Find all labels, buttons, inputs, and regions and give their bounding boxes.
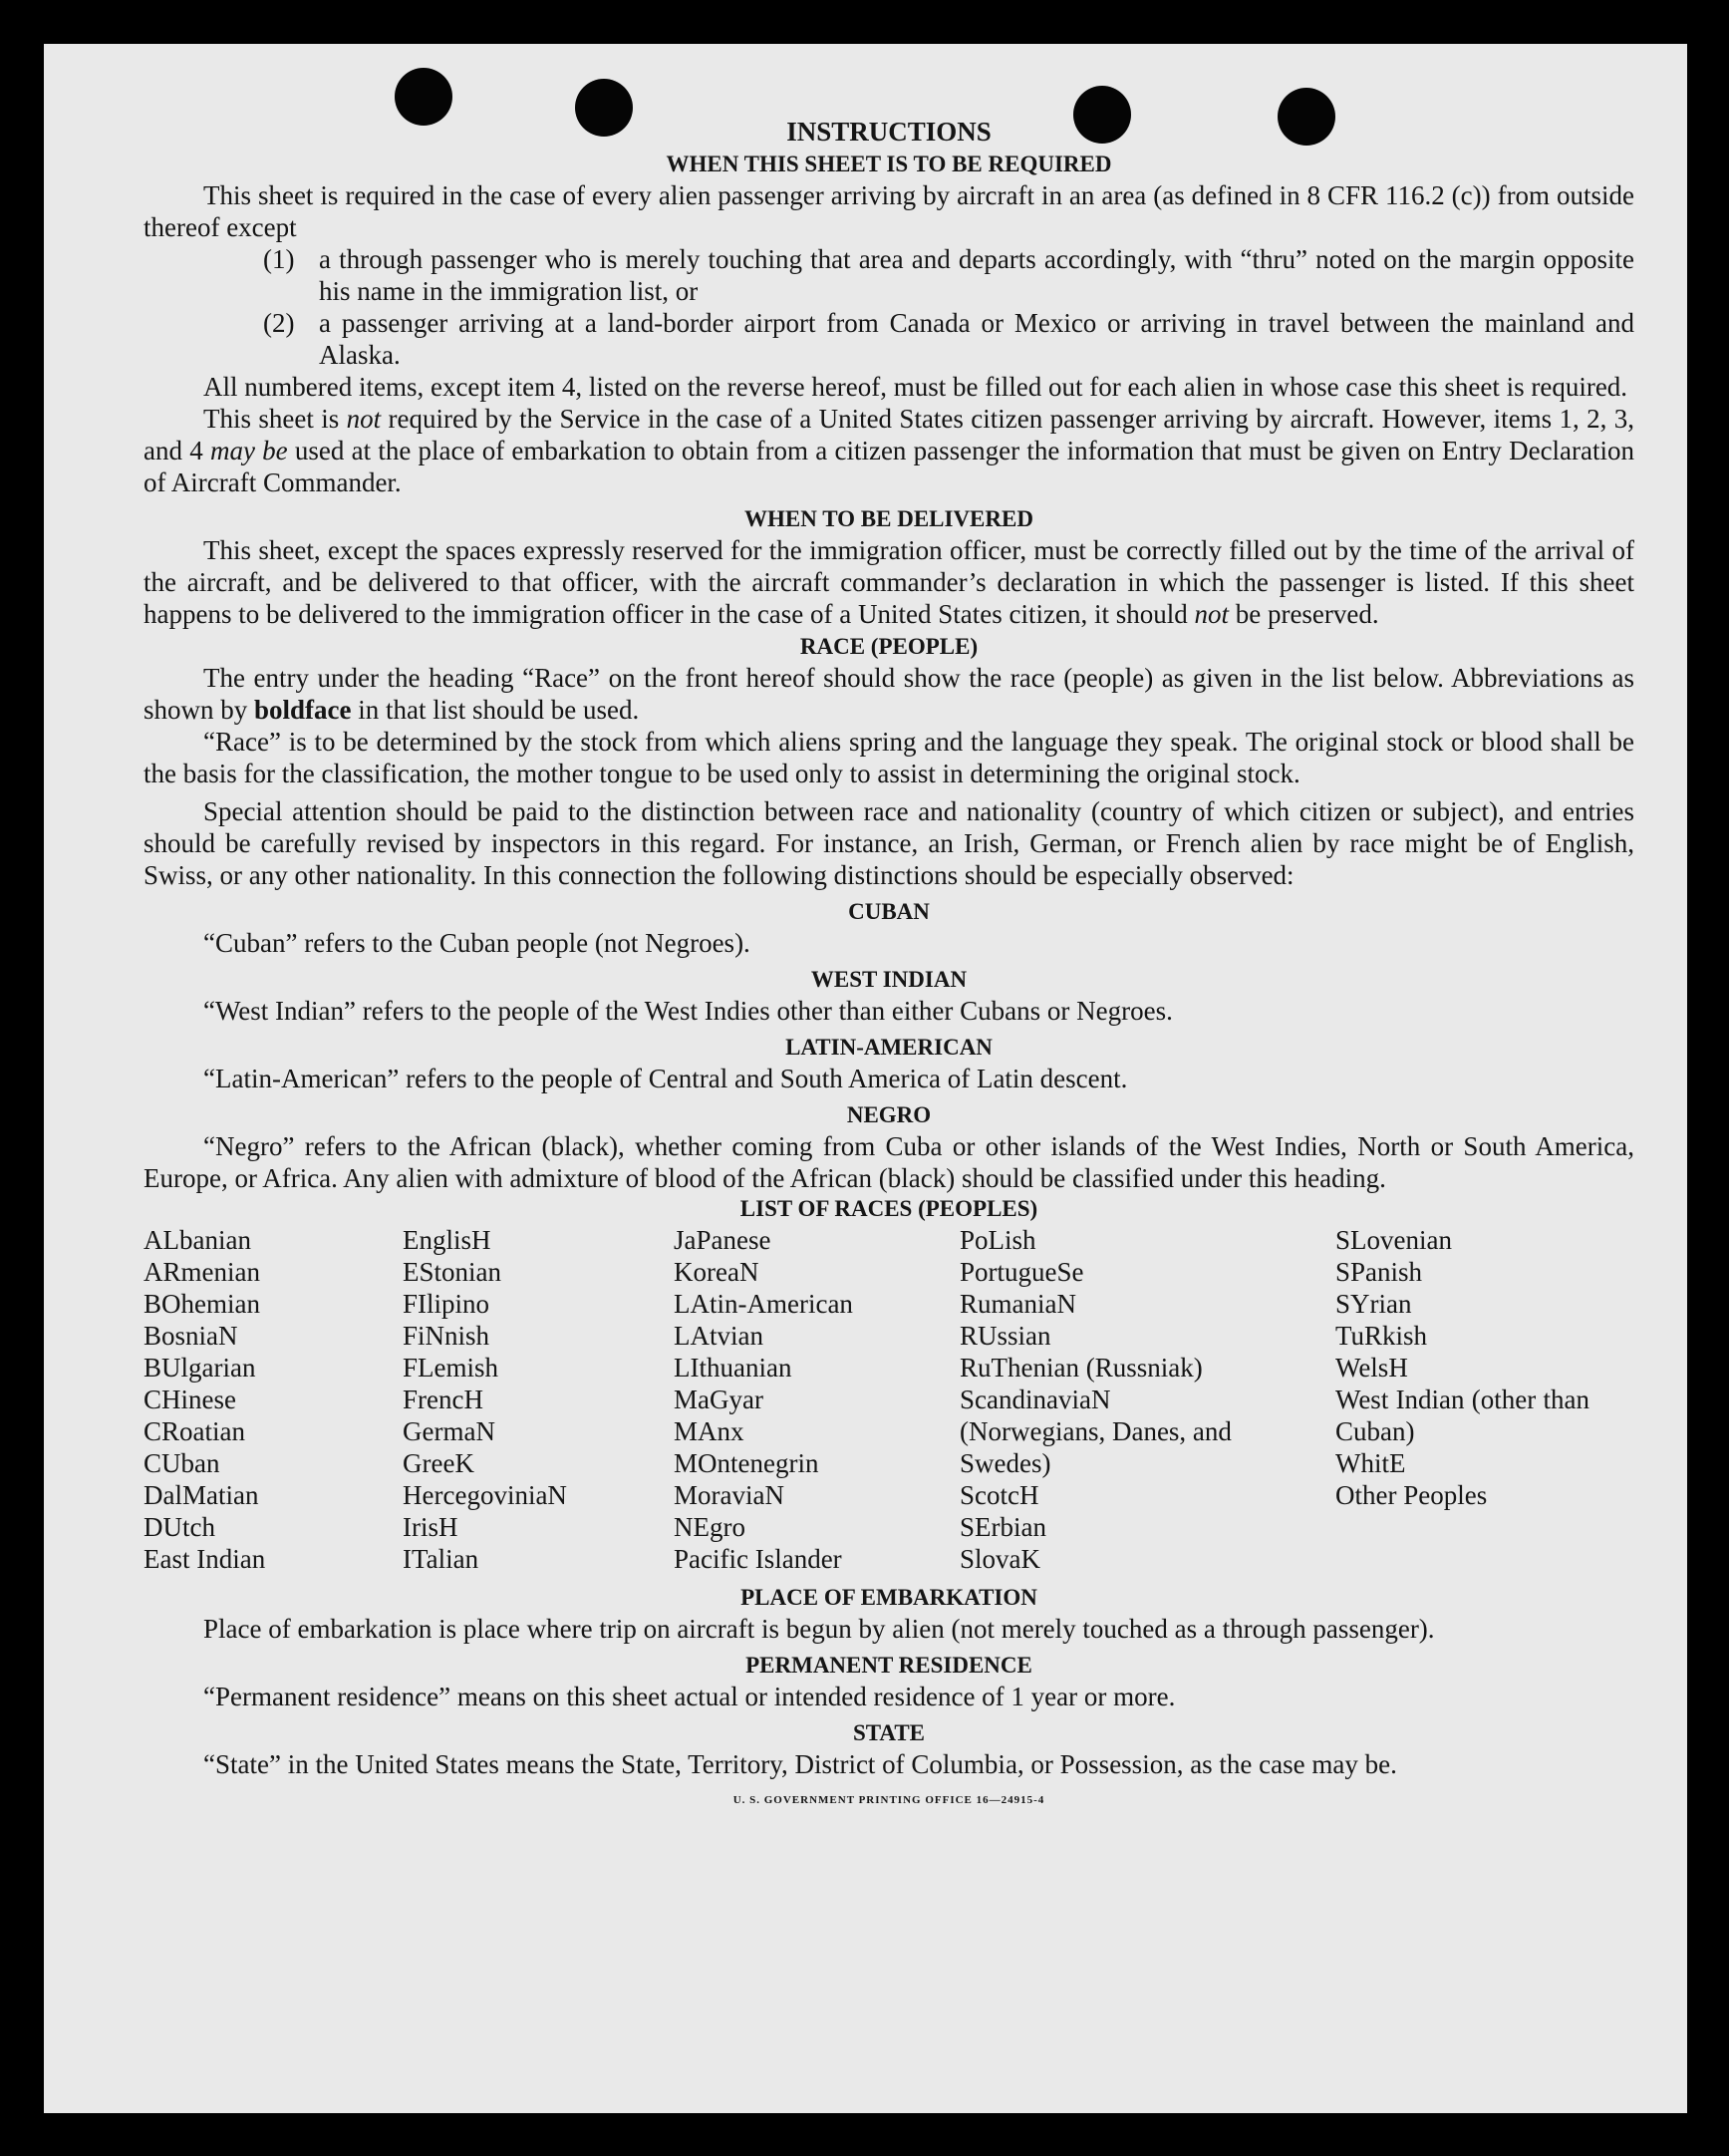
race-entry: WelsH (1335, 1353, 1408, 1383)
race-entry: KoreaN (674, 1257, 759, 1287)
race-entry: ARmenian (144, 1257, 260, 1287)
delivered-paragraph: This sheet, except the spaces expressly reserved for the immigration officer, must be correctly filled out by the time of the arrival of the aircraft, and be delivered to that officer, with the aircraft commander’s declaration in which the passenger is listed. If this sheet happens to be delivered to the immigration officer in the case of a United States citizen, it should not be preserved. (144, 535, 1634, 629)
race-column-4 (960, 1224, 1259, 1575)
race-entry: NEgro (674, 1512, 745, 1542)
race-entry: EStonian (403, 1257, 501, 1287)
race-entry: SErbian (960, 1512, 1046, 1542)
item-number: (1) (263, 244, 295, 274)
race-entry: SLovenian (1335, 1225, 1452, 1255)
printing-office-imprint: U. S. GOVERNMENT PRINTING OFFICE 16—24915-4 (732, 1794, 1045, 1806)
section-heading-race-list: LIST OF RACES (PEOPLES) (739, 1196, 1038, 1221)
form-sheet (44, 44, 1687, 2113)
race-entry: GermaN (403, 1416, 495, 1446)
race-column-3 (674, 1224, 960, 1575)
race-entry: FIlipino (403, 1289, 490, 1319)
race-entry: LAtvian (674, 1321, 763, 1351)
section-heading-latin-american: LATIN-AMERICAN (785, 1035, 993, 1060)
race-entry: CHinese (144, 1385, 236, 1414)
race-entry: Pacific Islander (674, 1544, 842, 1574)
race-entry: ScandinaviaN (Norwegians, Danes, and Swedes) (960, 1385, 1232, 1478)
exception-item-1 (144, 243, 1634, 307)
section-heading-required: WHEN THIS SHEET IS TO BE REQUIRED (666, 152, 1112, 176)
state-definition: “State” in the United States means the State, Territory, District of Columbia, or Possession, as the case may be. (203, 1749, 1397, 1779)
section-heading-residence: PERMANENT RESIDENCE (745, 1653, 1032, 1678)
race-entry: FiNnish (403, 1321, 490, 1351)
race-entry: RumaniaN (960, 1289, 1076, 1319)
race-entry: HercegoviniaN (403, 1480, 567, 1510)
embarkation-definition: Place of embarkation is place where trip on aircraft is begun by alien (not merely touched as a through passenger). (203, 1614, 1435, 1644)
race-entry: ALbanian (144, 1225, 251, 1255)
section-heading-cuban: CUBAN (848, 899, 930, 924)
negro-definition: “Negro” refers to the African (black), whether coming from Cuba or other islands of the West Indies, North or South America, Europe, or Africa. Any alien with admixture of blood of the African (black) should be classified under this heading. (144, 1131, 1634, 1193)
race-paragraph-2: “Race” is to be determined by the stock from which aliens spring and the language they speak. The original stock or blood shall be the basis for the classification, the mother tongue to be used only to assist in determining the original stock. (144, 727, 1634, 788)
race-column-5 (1335, 1224, 1589, 1575)
section-heading-delivered: WHEN TO BE DELIVERED (744, 506, 1033, 531)
race-entry: EnglisH (403, 1225, 491, 1255)
race-entry: BUlgarian (144, 1353, 256, 1383)
race-entry: CRoatian (144, 1416, 245, 1446)
race-entry: ScotcH (960, 1480, 1039, 1510)
race-entry: LAtin-American (674, 1289, 853, 1319)
section-heading-negro: NEGRO (846, 1102, 932, 1127)
item-text: a passenger arriving at a land-border airport from Canada or Mexico or arriving in travel between the mainland and Alaska. (319, 308, 1634, 370)
race-list (144, 1224, 1634, 1575)
race-entry: MoraviaN (674, 1480, 784, 1510)
race-entry: TuRkish (1335, 1321, 1428, 1351)
race-entry: BosniaN (144, 1321, 238, 1351)
residence-definition: “Permanent residence” means on this sheet actual or intended residence of 1 year or more. (203, 1682, 1176, 1711)
section-heading-race: RACE (PEOPLE) (799, 634, 979, 659)
race-entry: ITalian (403, 1544, 479, 1574)
race-entry: PoLish (960, 1225, 1036, 1255)
citizen-paragraph: This sheet is not required by the Service in the case of a United States citizen passenger arriving by aircraft. However, items 1, 2, 3, and 4 may be used at the place of embarkation to obtain from a citizen passenger the information that must be given on Entry Declaration of Aircraft Commander. (144, 404, 1635, 497)
race-entry: BOhemian (144, 1289, 260, 1319)
latin-american-definition: “Latin-American” refers to the people of Central and South America of Latin descent. (203, 1064, 1128, 1093)
instructions-content (144, 117, 1634, 1806)
race-entry: WhitE (1335, 1448, 1406, 1478)
race-entry: DUtch (144, 1512, 215, 1542)
race-entry: Other Peoples (1335, 1480, 1488, 1510)
race-entry: West Indian (other than Cuban) (1335, 1385, 1589, 1446)
west-indian-definition: “West Indian” refers to the people of the West Indies other than either Cubans or Negroes. (203, 996, 1173, 1026)
race-entry: East Indian (144, 1544, 266, 1574)
race-entry: DalMatian (144, 1480, 259, 1510)
race-entry: IrisH (403, 1512, 458, 1542)
race-entry: MAnx (674, 1416, 744, 1446)
race-entry: FrencH (403, 1385, 483, 1414)
race-entry: SYrian (1335, 1289, 1412, 1319)
item-number: (2) (263, 308, 295, 338)
race-entry: MaGyar (674, 1385, 763, 1414)
numbered-items-paragraph: All numbered items, except item 4, listed on the reverse hereof, must be filled out for each alien in whose case this sheet is required. (203, 372, 1628, 402)
race-entry: MOntenegrin (674, 1448, 819, 1478)
race-entry: SPanish (1335, 1257, 1423, 1287)
page-title: INSTRUCTIONS (786, 117, 992, 147)
section-heading-state: STATE (852, 1720, 925, 1745)
race-entry: SlovaK (960, 1544, 1040, 1574)
race-entry: RuThenian (Russniak) (960, 1353, 1203, 1383)
section-heading-west-indian: WEST INDIAN (810, 967, 968, 992)
race-entry: GreeK (403, 1448, 474, 1478)
race-paragraph-1: The entry under the heading “Race” on the front hereof should show the race (people) as given in the list below. Abbreviations as shown by boldface in that list should be used. (144, 663, 1634, 725)
section-heading-embarkation: PLACE OF EMBARKATION (740, 1585, 1037, 1610)
race-column-1 (144, 1224, 403, 1575)
item-text: a through passenger who is merely touching that area and departs accordingly, with “thru” noted on the margin opposite his name in the immigration list, or (319, 244, 1634, 306)
race-column-2 (403, 1224, 674, 1575)
race-entry: PortugueSe (960, 1257, 1084, 1287)
race-paragraph-3: Special attention should be paid to the distinction between race and nationality (country of which citizen or subject), and entries should be carefully revised by inspectors in this regard. For instance, an Irish, German, or French alien by race might be of English, Swiss, or any other nationality. In this connection the following distinctions should be especially observed: (144, 796, 1634, 890)
race-entry: RUssian (960, 1321, 1051, 1351)
race-entry: CUban (144, 1448, 220, 1478)
required-intro: This sheet is required in the case of every alien passenger arriving by aircraft in an area (as defined in 8 CFR 116.2 (c)) from outside thereof except (144, 180, 1634, 242)
race-entry: FLemish (403, 1353, 499, 1383)
race-entry: JaPanese (674, 1225, 771, 1255)
race-entry: LIthuanian (674, 1353, 792, 1383)
cuban-definition: “Cuban” refers to the Cuban people (not Negroes). (203, 928, 750, 958)
exception-item-2 (144, 307, 1634, 371)
